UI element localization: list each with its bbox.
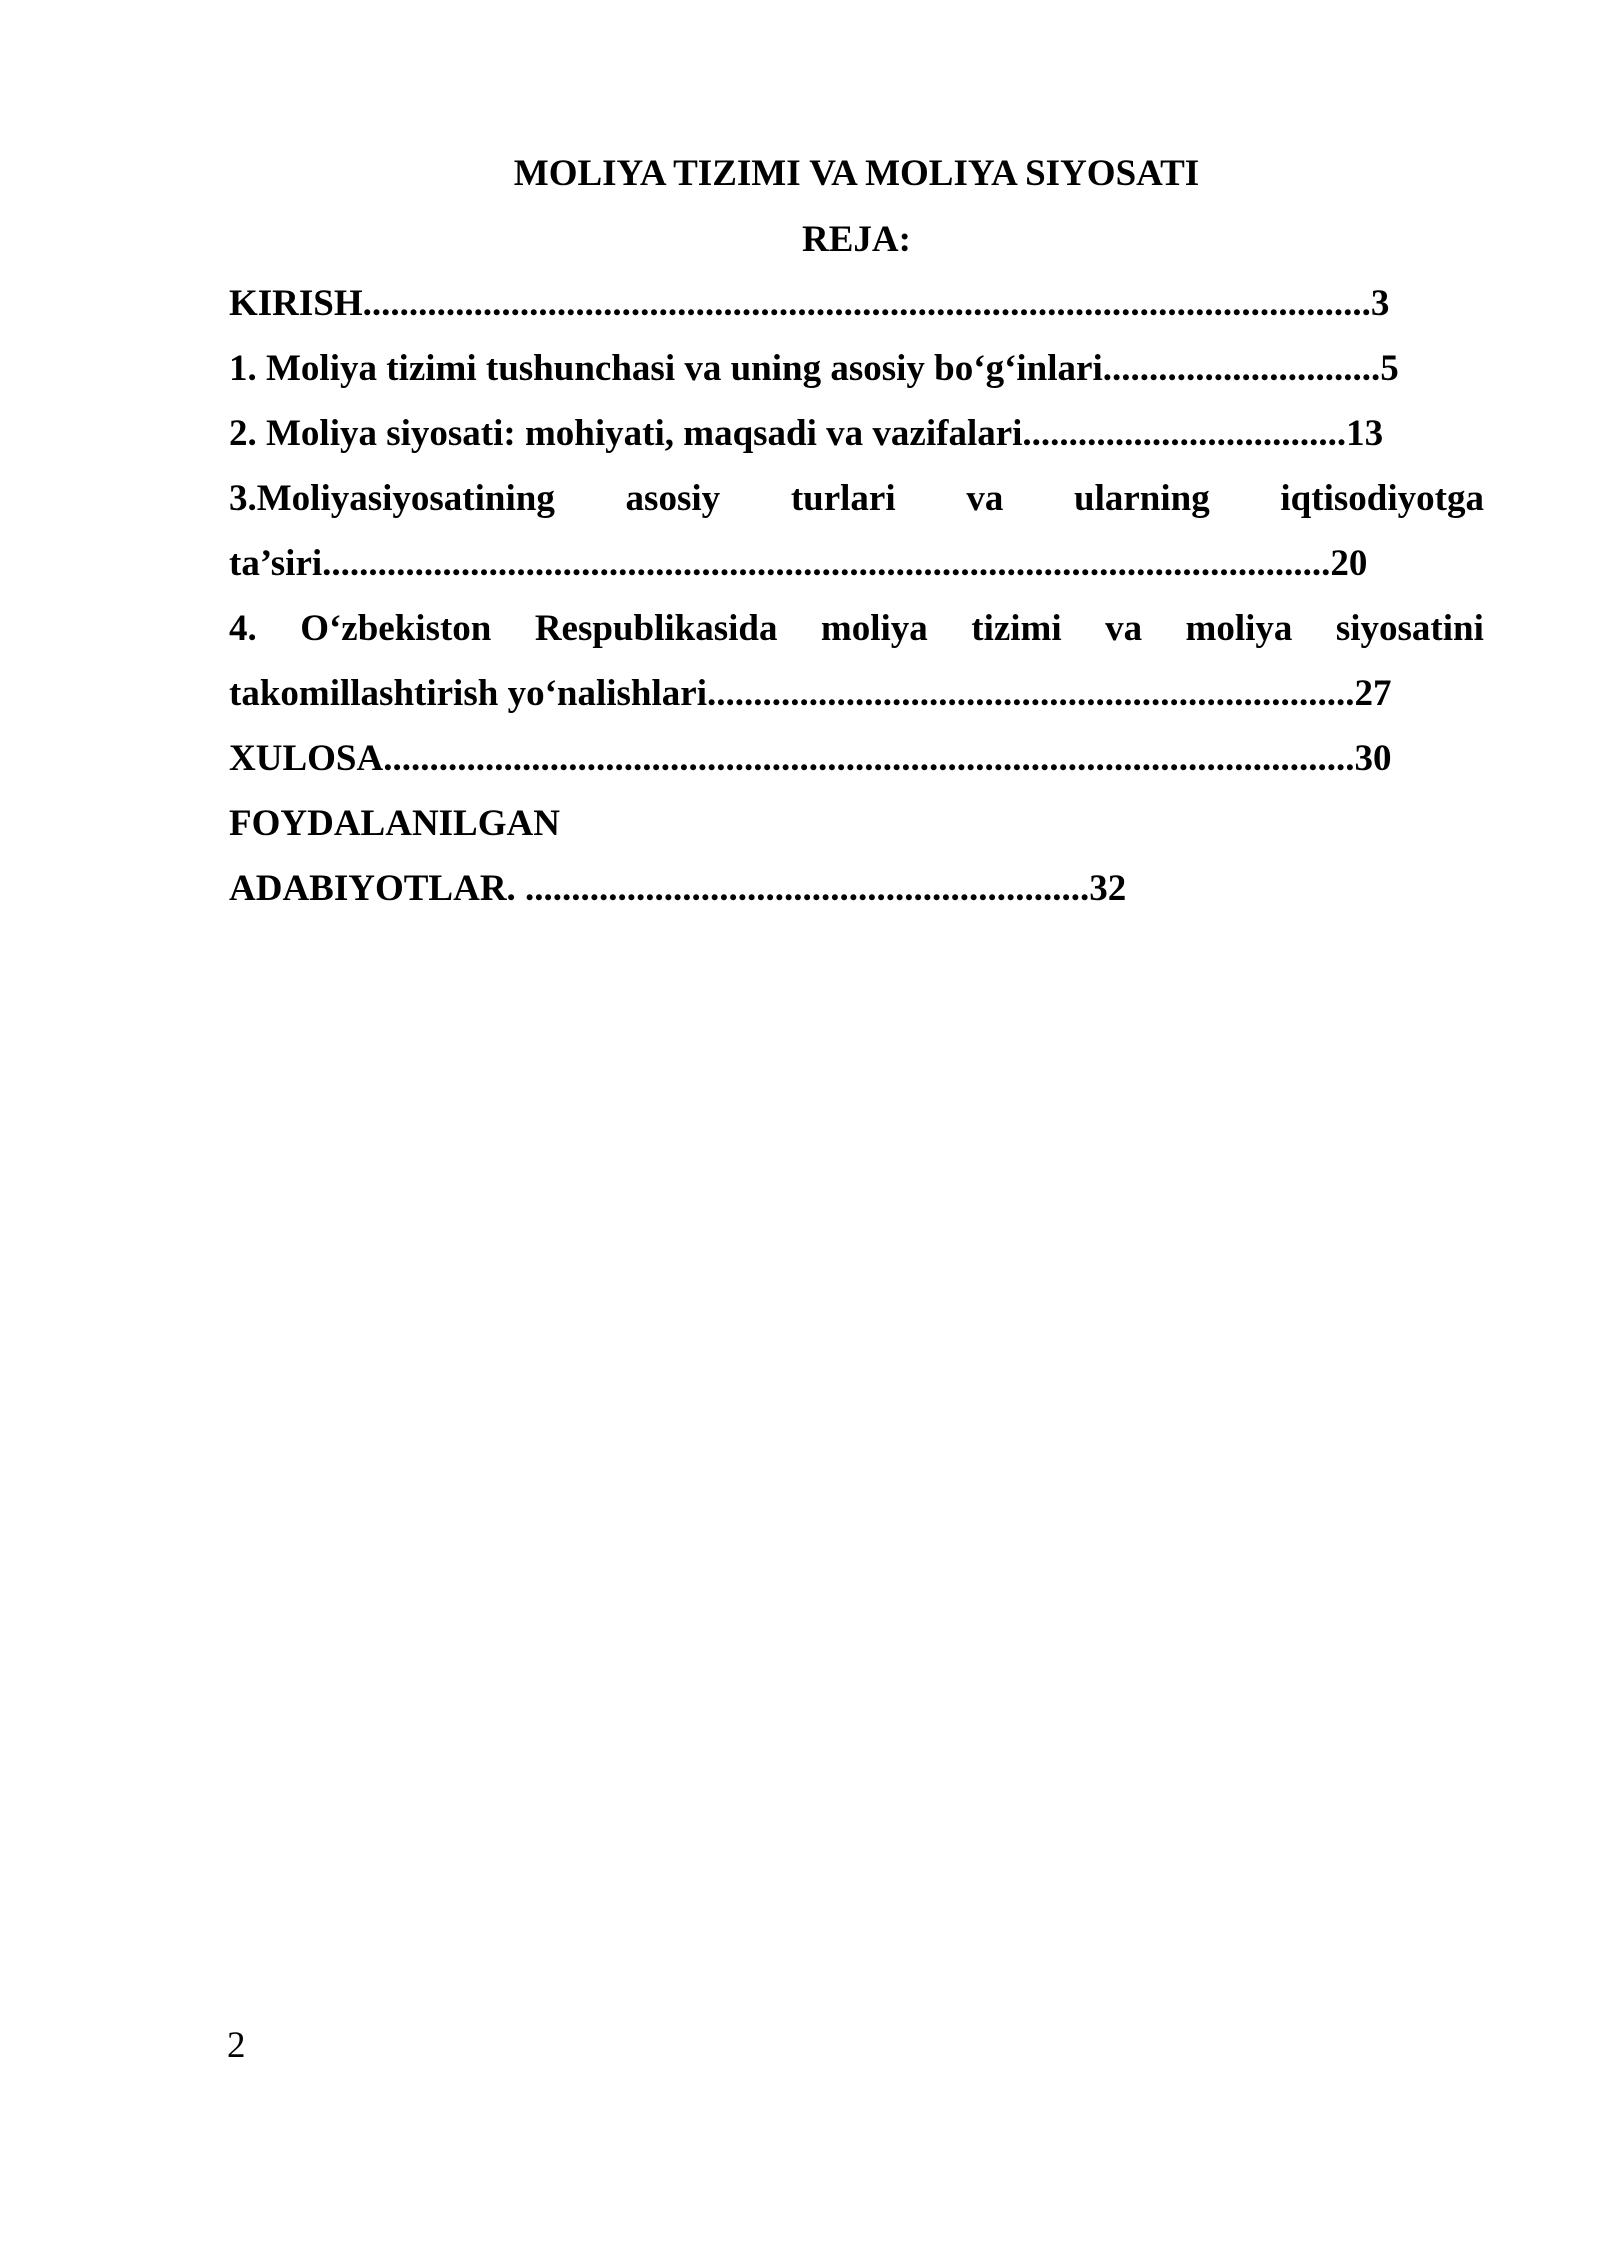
toc-entry-3 xyxy=(229,473,1484,538)
toc-entry-3-word: 3.Moliyasiyosatining xyxy=(229,478,555,519)
toc-entry-3-word: iqtisodiyotga xyxy=(1280,478,1484,519)
toc-entry-4-word: moliya xyxy=(820,608,928,649)
toc-entry-3-word: turlari xyxy=(790,478,896,519)
toc-entry-references: FOYDALANILGAN xyxy=(229,803,560,844)
toc-entry-3-word: asosiy xyxy=(625,478,721,519)
toc-entry-4-word: moliya xyxy=(1185,608,1293,649)
toc-entry-4-word: 4. xyxy=(229,608,257,649)
toc-entry-4-continuation: takomillashtirish yo‘nalishlari......................................................................27 xyxy=(229,673,1392,714)
toc-entry-1: 1. Moliya tizimi tushunchasi va uning asosiy bo‘g‘inlari..............................5 xyxy=(229,348,1399,389)
toc-entry-4-word: O‘zbekiston xyxy=(300,608,492,649)
toc-entry-4-word: Respublikasida xyxy=(534,608,778,649)
toc-entry-4 xyxy=(229,603,1484,668)
plan-heading: REJA: xyxy=(802,219,911,260)
document-title: MOLIYA TIZIMI VA MOLIYA SIYOSATI xyxy=(513,153,1200,194)
toc-entry-intro: KIRISH.............................................................................................................3 xyxy=(229,283,1390,324)
toc-entry-4-word: siyosatini xyxy=(1335,608,1484,649)
toc-entry-2: 2. Moliya siyosati: mohiyati, maqsadi va vazifalari...................................13 xyxy=(229,413,1384,454)
page-number: 2 xyxy=(227,2025,246,2066)
toc-entry-3-word: va xyxy=(966,478,1004,519)
toc-entry-conclusion: XULOSA.........................................................................................................30 xyxy=(229,738,1392,779)
table-of-contents xyxy=(229,278,1484,928)
toc-entry-3-continuation: ta’siri.............................................................................................................20 xyxy=(229,543,1368,584)
toc-entry-4-word: tizimi xyxy=(971,608,1062,649)
toc-entry-4-word: va xyxy=(1105,608,1143,649)
toc-entry-3-word: ularning xyxy=(1074,478,1210,519)
toc-entry-references-continuation: ADABIYOTLAR. .............................................................32 xyxy=(229,868,1127,909)
